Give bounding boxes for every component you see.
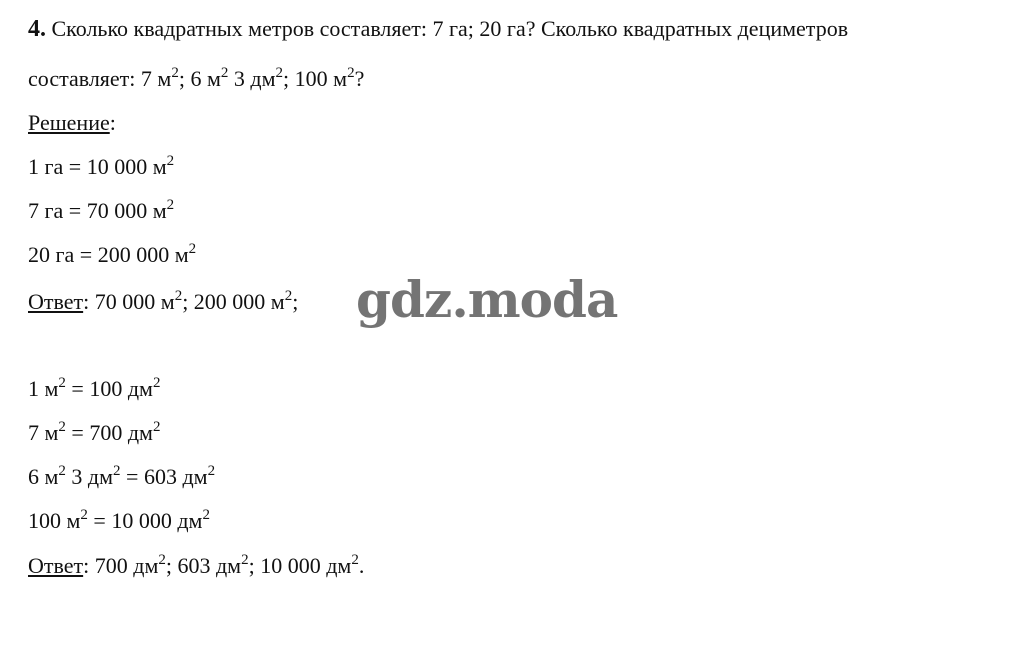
calc-line xyxy=(28,506,210,536)
superscript: 2 xyxy=(152,375,161,391)
answer-label: Ответ xyxy=(28,553,84,578)
answer-text: ; 200 000 м xyxy=(182,289,285,314)
superscript: 2 xyxy=(113,463,121,479)
superscript: 2 xyxy=(166,153,175,169)
calc-text: 7 м xyxy=(28,420,59,445)
question-text-2b: ; 6 м xyxy=(178,66,221,91)
calc-text: 1 га = 10 000 м xyxy=(28,154,167,179)
calc-text: 7 га = 70 000 м xyxy=(28,198,167,223)
superscript: 2 xyxy=(158,552,166,568)
superscript: 2 xyxy=(241,552,249,568)
answer-text: : 700 дм xyxy=(83,553,159,578)
superscript: 2 xyxy=(174,288,183,304)
calc-text: = 603 дм xyxy=(120,464,208,489)
superscript: 2 xyxy=(58,463,66,479)
superscript: 2 xyxy=(351,552,359,568)
calc-text: = 700 дм xyxy=(65,420,153,445)
answer-label: Ответ xyxy=(28,289,84,314)
superscript: 2 xyxy=(58,375,66,391)
answer-text: ; 603 дм xyxy=(165,553,242,578)
question-text-2e: ? xyxy=(354,66,365,91)
superscript: 2 xyxy=(171,65,179,81)
superscript: 2 xyxy=(166,197,175,213)
colon: : xyxy=(109,110,116,135)
question-line-1 xyxy=(28,14,848,44)
superscript: 2 xyxy=(347,65,355,81)
question-line-2 xyxy=(28,64,364,94)
calc-line xyxy=(28,240,196,270)
calc-text: = 10 000 дм xyxy=(87,508,203,533)
superscript: 2 xyxy=(275,65,284,81)
answer-text: ; xyxy=(292,289,299,314)
superscript: 2 xyxy=(188,241,197,257)
answer-line-1 xyxy=(28,287,298,317)
task-number: 4. xyxy=(28,16,46,42)
superscript: 2 xyxy=(58,419,66,435)
question-text-2c: 3 дм xyxy=(228,66,276,91)
calc-text: 100 м xyxy=(28,508,81,533)
superscript: 2 xyxy=(80,507,88,523)
superscript: 2 xyxy=(207,463,216,479)
calc-line xyxy=(28,196,174,226)
calc-text: 1 м xyxy=(28,376,59,401)
answer-text: . xyxy=(358,553,365,578)
superscript: 2 xyxy=(152,419,161,435)
superscript: 2 xyxy=(202,507,210,523)
calc-line xyxy=(28,418,160,448)
answer-line-2 xyxy=(28,551,364,581)
answer-text: : 70 000 м xyxy=(83,289,175,314)
calc-line xyxy=(28,374,160,404)
calc-text: 20 га = 200 000 м xyxy=(28,242,189,267)
superscript: 2 xyxy=(220,65,229,81)
solution-heading xyxy=(28,108,116,138)
answer-text: ; 10 000 дм xyxy=(248,553,352,578)
calc-line xyxy=(28,152,174,182)
calc-text: = 100 дм xyxy=(65,376,153,401)
calc-line xyxy=(28,462,215,492)
question-text-1: Сколько квадратных метров составляет: 7 га; 20 га? Сколько квадратных дециметров xyxy=(51,16,849,41)
question-text-2a: составляет: 7 м xyxy=(28,66,172,91)
solution-label: Решение xyxy=(28,110,110,135)
watermark-logo: gdz.moda xyxy=(356,270,618,329)
question-text-2d: ; 100 м xyxy=(283,66,348,91)
calc-text: 6 м xyxy=(28,464,59,489)
superscript: 2 xyxy=(284,288,293,304)
calc-text: 3 дм xyxy=(65,464,114,489)
